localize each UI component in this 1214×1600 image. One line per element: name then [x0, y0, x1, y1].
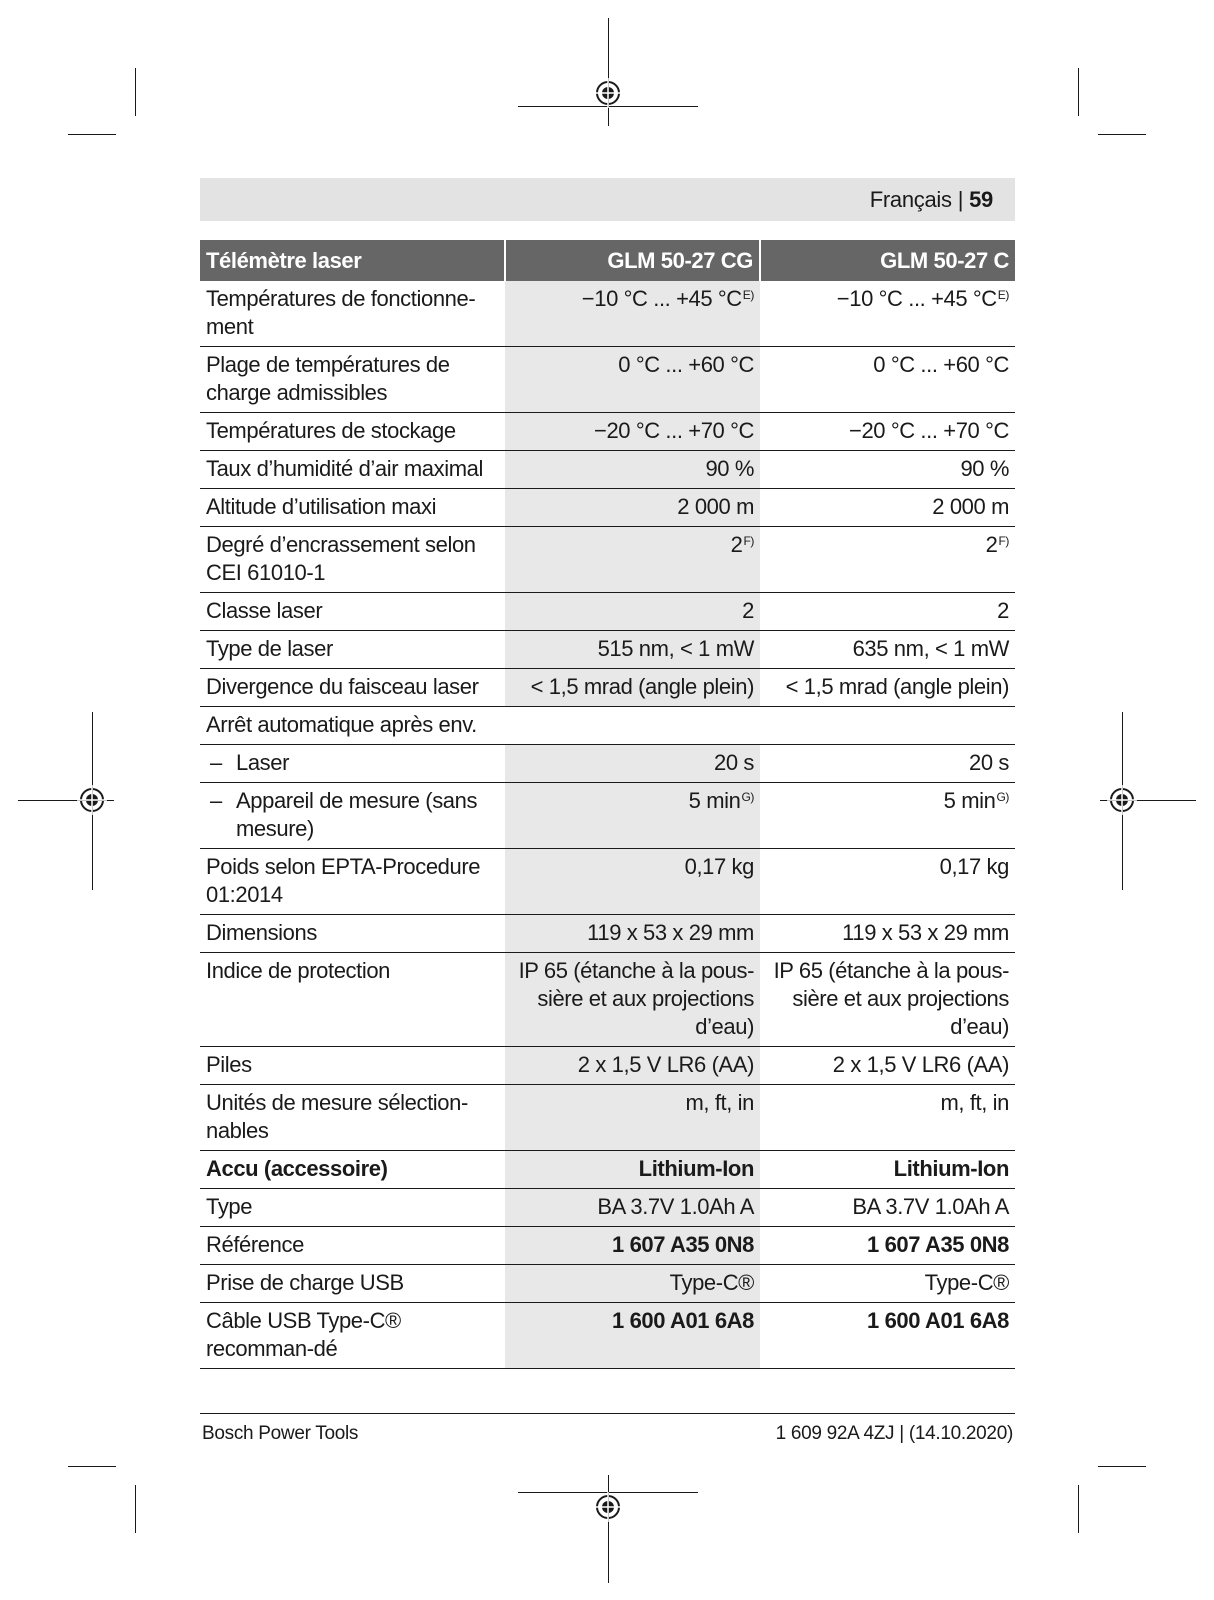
crop-mark — [135, 1485, 136, 1533]
table-row — [200, 1303, 1015, 1369]
cell-value: 2$^{F)}$ — [760, 527, 1015, 593]
table-row — [200, 281, 1015, 347]
cell-value: 0,17 kg — [760, 849, 1015, 915]
row-label: Type — [200, 1189, 505, 1227]
table-row — [200, 783, 1015, 849]
row-label: Prise de charge USB — [200, 1265, 505, 1303]
table-row — [200, 1265, 1015, 1303]
registration-mark-icon — [593, 78, 623, 108]
registration-mark-icon — [1107, 785, 1137, 815]
cell-value: 1 600 A01 6A8 — [505, 1303, 760, 1369]
registration-mark-icon — [77, 785, 107, 815]
cell-value: m, ft, in — [760, 1085, 1015, 1151]
table-row — [200, 527, 1015, 593]
cell-value: −10 °C ... +45 °C$^{E)}$ — [505, 281, 760, 347]
registration-mark-icon — [593, 1492, 623, 1522]
footer-publisher: Bosch Power Tools — [202, 1423, 359, 1444]
crop-mark — [68, 134, 116, 135]
cell-value: 515 nm, < 1 mW — [505, 631, 760, 669]
row-label: Unités de mesure sélection-nables — [200, 1085, 505, 1151]
table-row — [200, 593, 1015, 631]
table-row — [200, 347, 1015, 413]
crop-mark — [68, 1466, 116, 1467]
crop-mark — [1098, 1466, 1146, 1467]
cell-value: 119 x 53 x 29 mm — [760, 915, 1015, 953]
cell-value: BA 3.7V 1.0Ah A — [760, 1189, 1015, 1227]
cell-value: 2 000 m — [505, 489, 760, 527]
table-row — [200, 669, 1015, 707]
cell-value: 1 607 A35 0N8 — [505, 1227, 760, 1265]
row-label: – Laser — [200, 745, 505, 783]
crop-mark — [1078, 1485, 1079, 1533]
column-header: Télémètre laser — [200, 240, 505, 281]
cell-value: 5 min$^{G)}$ — [505, 783, 760, 849]
cell-value: 5 min$^{G)}$ — [760, 783, 1015, 849]
footnote-ref: F) — [998, 534, 1009, 548]
column-header: GLM 50-27 C — [760, 240, 1015, 281]
table-row — [200, 413, 1015, 451]
table-header-row — [200, 240, 1015, 281]
cell-value: < 1,5 mrad (angle plein) — [760, 669, 1015, 707]
cell-value: 2 x 1,5 V LR6 (AA) — [760, 1047, 1015, 1085]
row-label: Divergence du faisceau laser — [200, 669, 505, 707]
cell-value — [760, 707, 1015, 745]
cell-value: 20 s — [760, 745, 1015, 783]
row-label: Plage de températures de charge admissibles — [200, 347, 505, 413]
row-label: – Appareil de mesure (sans mesure) — [200, 783, 505, 849]
cell-value: Type-C® — [505, 1265, 760, 1303]
cell-value: 635 nm, < 1 mW — [760, 631, 1015, 669]
table-row — [200, 915, 1015, 953]
table-row — [200, 1151, 1015, 1189]
page-header — [200, 178, 1015, 221]
footnote-ref: G) — [741, 790, 754, 804]
row-label: Indice de protection — [200, 953, 505, 1047]
cell-value — [505, 707, 760, 745]
page-number: 59 — [969, 187, 993, 212]
column-header: GLM 50-27 CG — [505, 240, 760, 281]
cell-value: BA 3.7V 1.0Ah A — [505, 1189, 760, 1227]
row-label: Températures de fonctionne-ment — [200, 281, 505, 347]
cell-value: 1 607 A35 0N8 — [760, 1227, 1015, 1265]
row-label: Classe laser — [200, 593, 505, 631]
table-row — [200, 1047, 1015, 1085]
cell-value: Type-C® — [760, 1265, 1015, 1303]
cell-value: Lithium-Ion — [505, 1151, 760, 1189]
crop-mark — [608, 18, 609, 126]
cell-value: 90 % — [505, 451, 760, 489]
row-label: Poids selon EPTA-Procedure 01:2014 — [200, 849, 505, 915]
cell-value: −20 °C ... +70 °C — [760, 413, 1015, 451]
header-separator: | — [957, 187, 964, 212]
cell-value: 0 °C ... +60 °C — [505, 347, 760, 413]
footnote-ref: G) — [996, 790, 1009, 804]
table-row — [200, 707, 1015, 745]
footnote-ref: E) — [742, 288, 754, 302]
footer-doc-id: 1 609 92A 4ZJ | (14.10.2020) — [775, 1423, 1013, 1444]
cell-value: < 1,5 mrad (angle plein) — [505, 669, 760, 707]
list-dash: – — [210, 788, 222, 813]
row-label: Piles — [200, 1047, 505, 1085]
table-row — [200, 1085, 1015, 1151]
row-label: Taux d’humidité d’air maximal — [200, 451, 505, 489]
cell-value: m, ft, in — [505, 1085, 760, 1151]
cell-value: IP 65 (étanche à la pous-sière et aux projections d’eau) — [505, 953, 760, 1047]
cell-value: −10 °C ... +45 °C$^{E)}$ — [760, 281, 1015, 347]
crop-mark — [1078, 68, 1079, 116]
cell-value: 0 °C ... +60 °C — [760, 347, 1015, 413]
cell-value: −20 °C ... +70 °C — [505, 413, 760, 451]
row-label: Altitude d’utilisation maxi — [200, 489, 505, 527]
table-row — [200, 631, 1015, 669]
crop-mark — [135, 68, 136, 116]
table-row — [200, 849, 1015, 915]
list-dash: – — [210, 750, 222, 775]
row-label: Référence — [200, 1227, 505, 1265]
row-label: Arrêt automatique après env. — [200, 707, 505, 745]
cell-value: 90 % — [760, 451, 1015, 489]
cell-value: Lithium-Ion — [760, 1151, 1015, 1189]
row-label: Températures de stockage — [200, 413, 505, 451]
row-label: Câble USB Type-C® recomman-dé — [200, 1303, 505, 1369]
row-label: Accu (accessoire) — [200, 1151, 505, 1189]
row-label: Dimensions — [200, 915, 505, 953]
cell-value: 0,17 kg — [505, 849, 760, 915]
page-footer — [200, 1413, 1015, 1444]
cell-value: 2 x 1,5 V LR6 (AA) — [505, 1047, 760, 1085]
cell-value: IP 65 (étanche à la pous-sière et aux projections d’eau) — [760, 953, 1015, 1047]
cell-value: 2$^{F)}$ — [505, 527, 760, 593]
table-row — [200, 1227, 1015, 1265]
cell-value: 119 x 53 x 29 mm — [505, 915, 760, 953]
cell-value: 1 600 A01 6A8 — [760, 1303, 1015, 1369]
row-label: Degré d’encrassement selon CEI 61010-1 — [200, 527, 505, 593]
table-row — [200, 1189, 1015, 1227]
crop-mark — [1098, 134, 1146, 135]
header-text — [870, 187, 993, 213]
footnote-ref: E) — [997, 288, 1009, 302]
cell-value: 20 s — [505, 745, 760, 783]
spec-table — [200, 240, 1015, 1369]
table-row — [200, 451, 1015, 489]
table-row — [200, 745, 1015, 783]
row-label: Type de laser — [200, 631, 505, 669]
footnote-ref: F) — [743, 534, 754, 548]
table-row — [200, 489, 1015, 527]
cell-value: 2 000 m — [760, 489, 1015, 527]
header-language: Français — [869, 187, 952, 212]
cell-value: 2 — [760, 593, 1015, 631]
table-row — [200, 953, 1015, 1047]
cell-value: 2 — [505, 593, 760, 631]
